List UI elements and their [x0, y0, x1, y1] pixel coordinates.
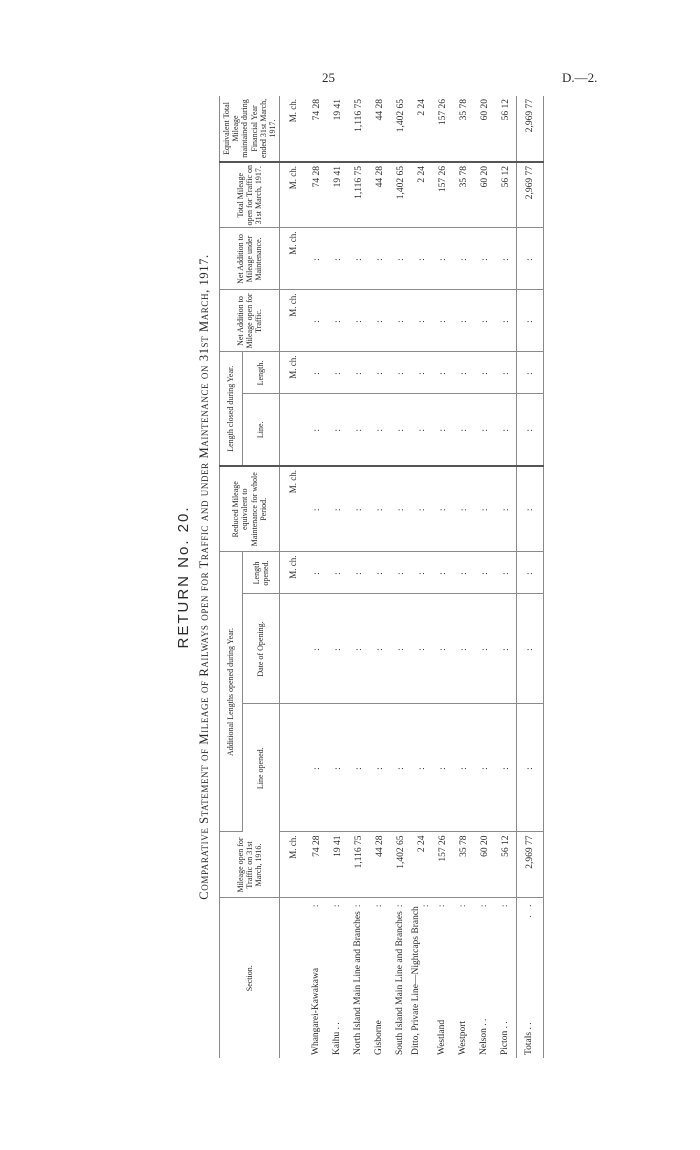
- dots-cell: :: [495, 466, 517, 552]
- dots-cell: :: [474, 290, 495, 352]
- dots-cell: :: [495, 352, 517, 394]
- equivalent-mileage: 74 28: [306, 96, 327, 162]
- table-row: [327, 96, 348, 1058]
- dots-cell: :: [390, 466, 411, 552]
- section-name: Whangarei-Kawakawa :: [310, 901, 321, 1055]
- dots-cell: :: [390, 704, 411, 832]
- dots-cell: :: [453, 228, 474, 290]
- dots-cell: :: [306, 394, 327, 466]
- dots-cell: :: [306, 466, 327, 552]
- unit-label: M. ch.: [280, 466, 307, 552]
- dots-cell: :: [432, 290, 453, 352]
- equivalent-mileage: 1,116 75: [348, 96, 369, 162]
- dots-cell: :: [369, 290, 390, 352]
- totals-total-1917: 2,969 77: [517, 162, 544, 228]
- dots-cell: :: [474, 228, 495, 290]
- section-name: Westland :: [436, 901, 447, 1055]
- dots-cell: :: [369, 552, 390, 594]
- header-net-addition-maintenance: Net Addition to Mileage under Maintenance.: [220, 228, 280, 290]
- dots-cell: :: [327, 552, 348, 594]
- dots-cell: :: [369, 466, 390, 552]
- leader-dots: :: [331, 901, 342, 908]
- dots-cell: :: [327, 394, 348, 466]
- dots-cell: :: [348, 466, 369, 552]
- dots-cell: :: [306, 228, 327, 290]
- dots-cell: :: [348, 228, 369, 290]
- dots-cell: :: [432, 394, 453, 466]
- dots-cell: :: [327, 466, 348, 552]
- total-1917: 60 20: [474, 162, 495, 228]
- page-number: 25: [322, 70, 335, 85]
- dots-cell: :: [390, 352, 411, 394]
- mileage-1916: 35 78: [453, 832, 474, 898]
- dots-cell: :: [369, 594, 390, 704]
- dots-cell: :: [517, 552, 544, 594]
- dots-cell: :: [411, 228, 432, 290]
- section-name: North Island Main Line and Branches :: [352, 901, 363, 1055]
- dots-cell: :: [390, 552, 411, 594]
- leader-dots: :: [436, 901, 447, 908]
- unit-label: M. ch.: [280, 162, 307, 228]
- dots-cell: :: [474, 466, 495, 552]
- document-reference: D.—2.: [562, 70, 598, 85]
- dots-cell: :: [453, 394, 474, 466]
- dots-cell: :: [517, 704, 544, 832]
- header-mileage-1916: Mileage open for Traffic on 31st March, 1916.: [220, 832, 280, 898]
- unit-label: M. ch.: [280, 96, 307, 162]
- total-1917: 1,402 65: [390, 162, 411, 228]
- unit-label: M. ch.: [280, 228, 307, 290]
- dots-cell: :: [453, 290, 474, 352]
- dots-cell: :: [369, 394, 390, 466]
- equivalent-mileage: 157 26: [432, 96, 453, 162]
- dots-cell: :: [411, 394, 432, 466]
- dots-cell: :: [306, 704, 327, 832]
- dots-cell: :: [369, 704, 390, 832]
- total-1917: 2 24: [411, 162, 432, 228]
- dots-cell: :: [453, 466, 474, 552]
- equivalent-mileage: 1,402 65: [390, 96, 411, 162]
- header-closed-line: Line.: [242, 394, 279, 466]
- dots-cell: :: [348, 290, 369, 352]
- equivalent-mileage: 19 41: [327, 96, 348, 162]
- dots-cell: :: [495, 290, 517, 352]
- section-name: Gisborne :: [373, 901, 384, 1055]
- dots-cell: :: [432, 352, 453, 394]
- dots-cell: :: [390, 594, 411, 704]
- equivalent-mileage: 44 28: [369, 96, 390, 162]
- header-section: Section.: [220, 898, 280, 1058]
- dots-cell: :: [432, 466, 453, 552]
- mileage-1916: 56 12: [495, 832, 517, 898]
- dots-cell: :: [517, 594, 544, 704]
- leader-dots: . .: [524, 901, 535, 918]
- dots-cell: :: [348, 594, 369, 704]
- dots-cell: :: [306, 290, 327, 352]
- dots-cell: :: [411, 552, 432, 594]
- dots-cell: :: [390, 394, 411, 466]
- dots-cell: :: [348, 352, 369, 394]
- mileage-table: [219, 96, 544, 1058]
- dots-cell: :: [474, 394, 495, 466]
- dots-cell: :: [327, 704, 348, 832]
- dots-cell: :: [517, 466, 544, 552]
- total-1917: 74 28: [306, 162, 327, 228]
- return-subtitle: Comparative Statement of Mileage of Railways open for Traffic and under Maintenance on 31st March, 1917.: [197, 254, 211, 900]
- dots-cell: :: [432, 552, 453, 594]
- dots-cell: :: [517, 290, 544, 352]
- dots-cell: :: [390, 290, 411, 352]
- dots-cell: :: [495, 704, 517, 832]
- header-date-of-opening: Date of Opening.: [242, 594, 279, 704]
- dots-cell: :: [411, 290, 432, 352]
- unit-label: M. ch.: [280, 290, 307, 352]
- dots-cell: :: [517, 352, 544, 394]
- header-additional-lengths: Additional Lengths opened during Year.: [220, 552, 243, 832]
- dots-cell: :: [453, 704, 474, 832]
- mileage-1916: 157 26: [432, 832, 453, 898]
- unit-label: M. ch.: [280, 552, 307, 594]
- dots-cell: :: [495, 228, 517, 290]
- leader-dots: :: [310, 901, 321, 908]
- dots-cell: :: [432, 228, 453, 290]
- mileage-1916: 1,116 75: [348, 832, 369, 898]
- dots-cell: :: [517, 228, 544, 290]
- equivalent-mileage: 2 24: [411, 96, 432, 162]
- dots-cell: :: [474, 704, 495, 832]
- mileage-1916: 2 24: [411, 832, 432, 898]
- totals-equivalent: 2,969 77: [517, 96, 544, 162]
- dots-cell: :: [474, 594, 495, 704]
- total-1917: 157 26: [432, 162, 453, 228]
- dots-cell: :: [369, 352, 390, 394]
- dots-cell: :: [390, 228, 411, 290]
- leader-dots: :: [420, 901, 431, 908]
- mileage-1916: 1,402 65: [390, 832, 411, 898]
- total-1917: 44 28: [369, 162, 390, 228]
- dots-cell: :: [327, 594, 348, 704]
- dots-cell: :: [348, 394, 369, 466]
- dots-cell: :: [474, 552, 495, 594]
- dots-cell: :: [453, 552, 474, 594]
- leader-dots: :: [499, 901, 510, 908]
- table-row: [306, 96, 327, 1058]
- dots-cell: :: [432, 594, 453, 704]
- leader-dots: :: [352, 901, 363, 908]
- equivalent-mileage: 56 12: [495, 96, 517, 162]
- leader-dots: :: [373, 901, 384, 908]
- dots-cell: :: [453, 594, 474, 704]
- header-line-opened: Line opened.: [242, 704, 279, 832]
- totals-row: [517, 96, 544, 1058]
- dots-cell: :: [327, 352, 348, 394]
- section-name: Picton . . :: [499, 901, 510, 1055]
- leader-dots: :: [478, 901, 489, 908]
- dots-cell: :: [348, 704, 369, 832]
- rotated-return-page: [175, 96, 536, 1058]
- leader-dots: :: [457, 901, 468, 908]
- mileage-1916: 60 20: [474, 832, 495, 898]
- table-row: [348, 96, 369, 1058]
- dots-cell: :: [327, 228, 348, 290]
- section-name: Westport :: [457, 901, 468, 1055]
- table-row: [369, 96, 390, 1058]
- dots-cell: :: [348, 552, 369, 594]
- table-row: [453, 96, 474, 1058]
- dots-cell: :: [411, 704, 432, 832]
- dots-cell: :: [327, 290, 348, 352]
- dots-cell: :: [411, 352, 432, 394]
- dots-cell: :: [453, 352, 474, 394]
- section-name: Kaihu . . :: [331, 901, 342, 1055]
- header-equivalent-mileage: Equivalent Total Mileage maintained during Financial Year ended 31st March, 1917.: [220, 96, 280, 162]
- dots-cell: :: [495, 552, 517, 594]
- table-row: [495, 96, 517, 1058]
- table-row: [474, 96, 495, 1058]
- unit-label: M. ch.: [280, 352, 307, 394]
- section-name: South Island Main Line and Branches :: [394, 901, 405, 1055]
- total-1917: 1,116 75: [348, 162, 369, 228]
- header-closed-length: Length.: [242, 352, 279, 394]
- dots-cell: :: [495, 594, 517, 704]
- dots-cell: :: [517, 394, 544, 466]
- total-1917: 56 12: [495, 162, 517, 228]
- equivalent-mileage: 35 78: [453, 96, 474, 162]
- table-row: [432, 96, 453, 1058]
- totals-mileage-1916: 2,969 77: [517, 832, 544, 898]
- total-1917: 35 78: [453, 162, 474, 228]
- section-name: Ditto, Private Line—Nightcaps Branch :: [410, 901, 431, 1055]
- dots-cell: :: [432, 704, 453, 832]
- dots-cell: :: [306, 552, 327, 594]
- return-title: RETURN No. 20.: [175, 505, 192, 649]
- dots-cell: :: [306, 352, 327, 394]
- header-length-opened: Length opened.: [242, 552, 279, 594]
- table-row: [390, 96, 411, 1058]
- header-reduced-mileage: Reduced Mileage equivalent to Maintenance for whole Period.: [220, 466, 280, 552]
- totals-label: Totals . . . .: [517, 898, 544, 1058]
- mileage-1916: 19 41: [327, 832, 348, 898]
- header-total-1917: Total Mileage open for Traffic on 31st March, 1917.: [220, 162, 280, 228]
- section-name: Nelson . . :: [478, 901, 489, 1055]
- dots-cell: :: [306, 594, 327, 704]
- dots-cell: :: [495, 394, 517, 466]
- leader-dots: :: [394, 901, 405, 908]
- total-1917: 19 41: [327, 162, 348, 228]
- mileage-1916: 74 28: [306, 832, 327, 898]
- equivalent-mileage: 60 20: [474, 96, 495, 162]
- units-row: [280, 96, 307, 1058]
- dots-cell: :: [369, 228, 390, 290]
- table-row: [411, 96, 432, 1058]
- unit-label: M. ch.: [280, 832, 307, 898]
- dots-cell: :: [474, 352, 495, 394]
- dots-cell: :: [411, 466, 432, 552]
- header-net-addition-traffic: Net Addition to Mileage open for Traffic.: [220, 290, 280, 352]
- header-length-closed: Length closed during Year.: [220, 352, 243, 466]
- dots-cell: :: [411, 594, 432, 704]
- mileage-1916: 44 28: [369, 832, 390, 898]
